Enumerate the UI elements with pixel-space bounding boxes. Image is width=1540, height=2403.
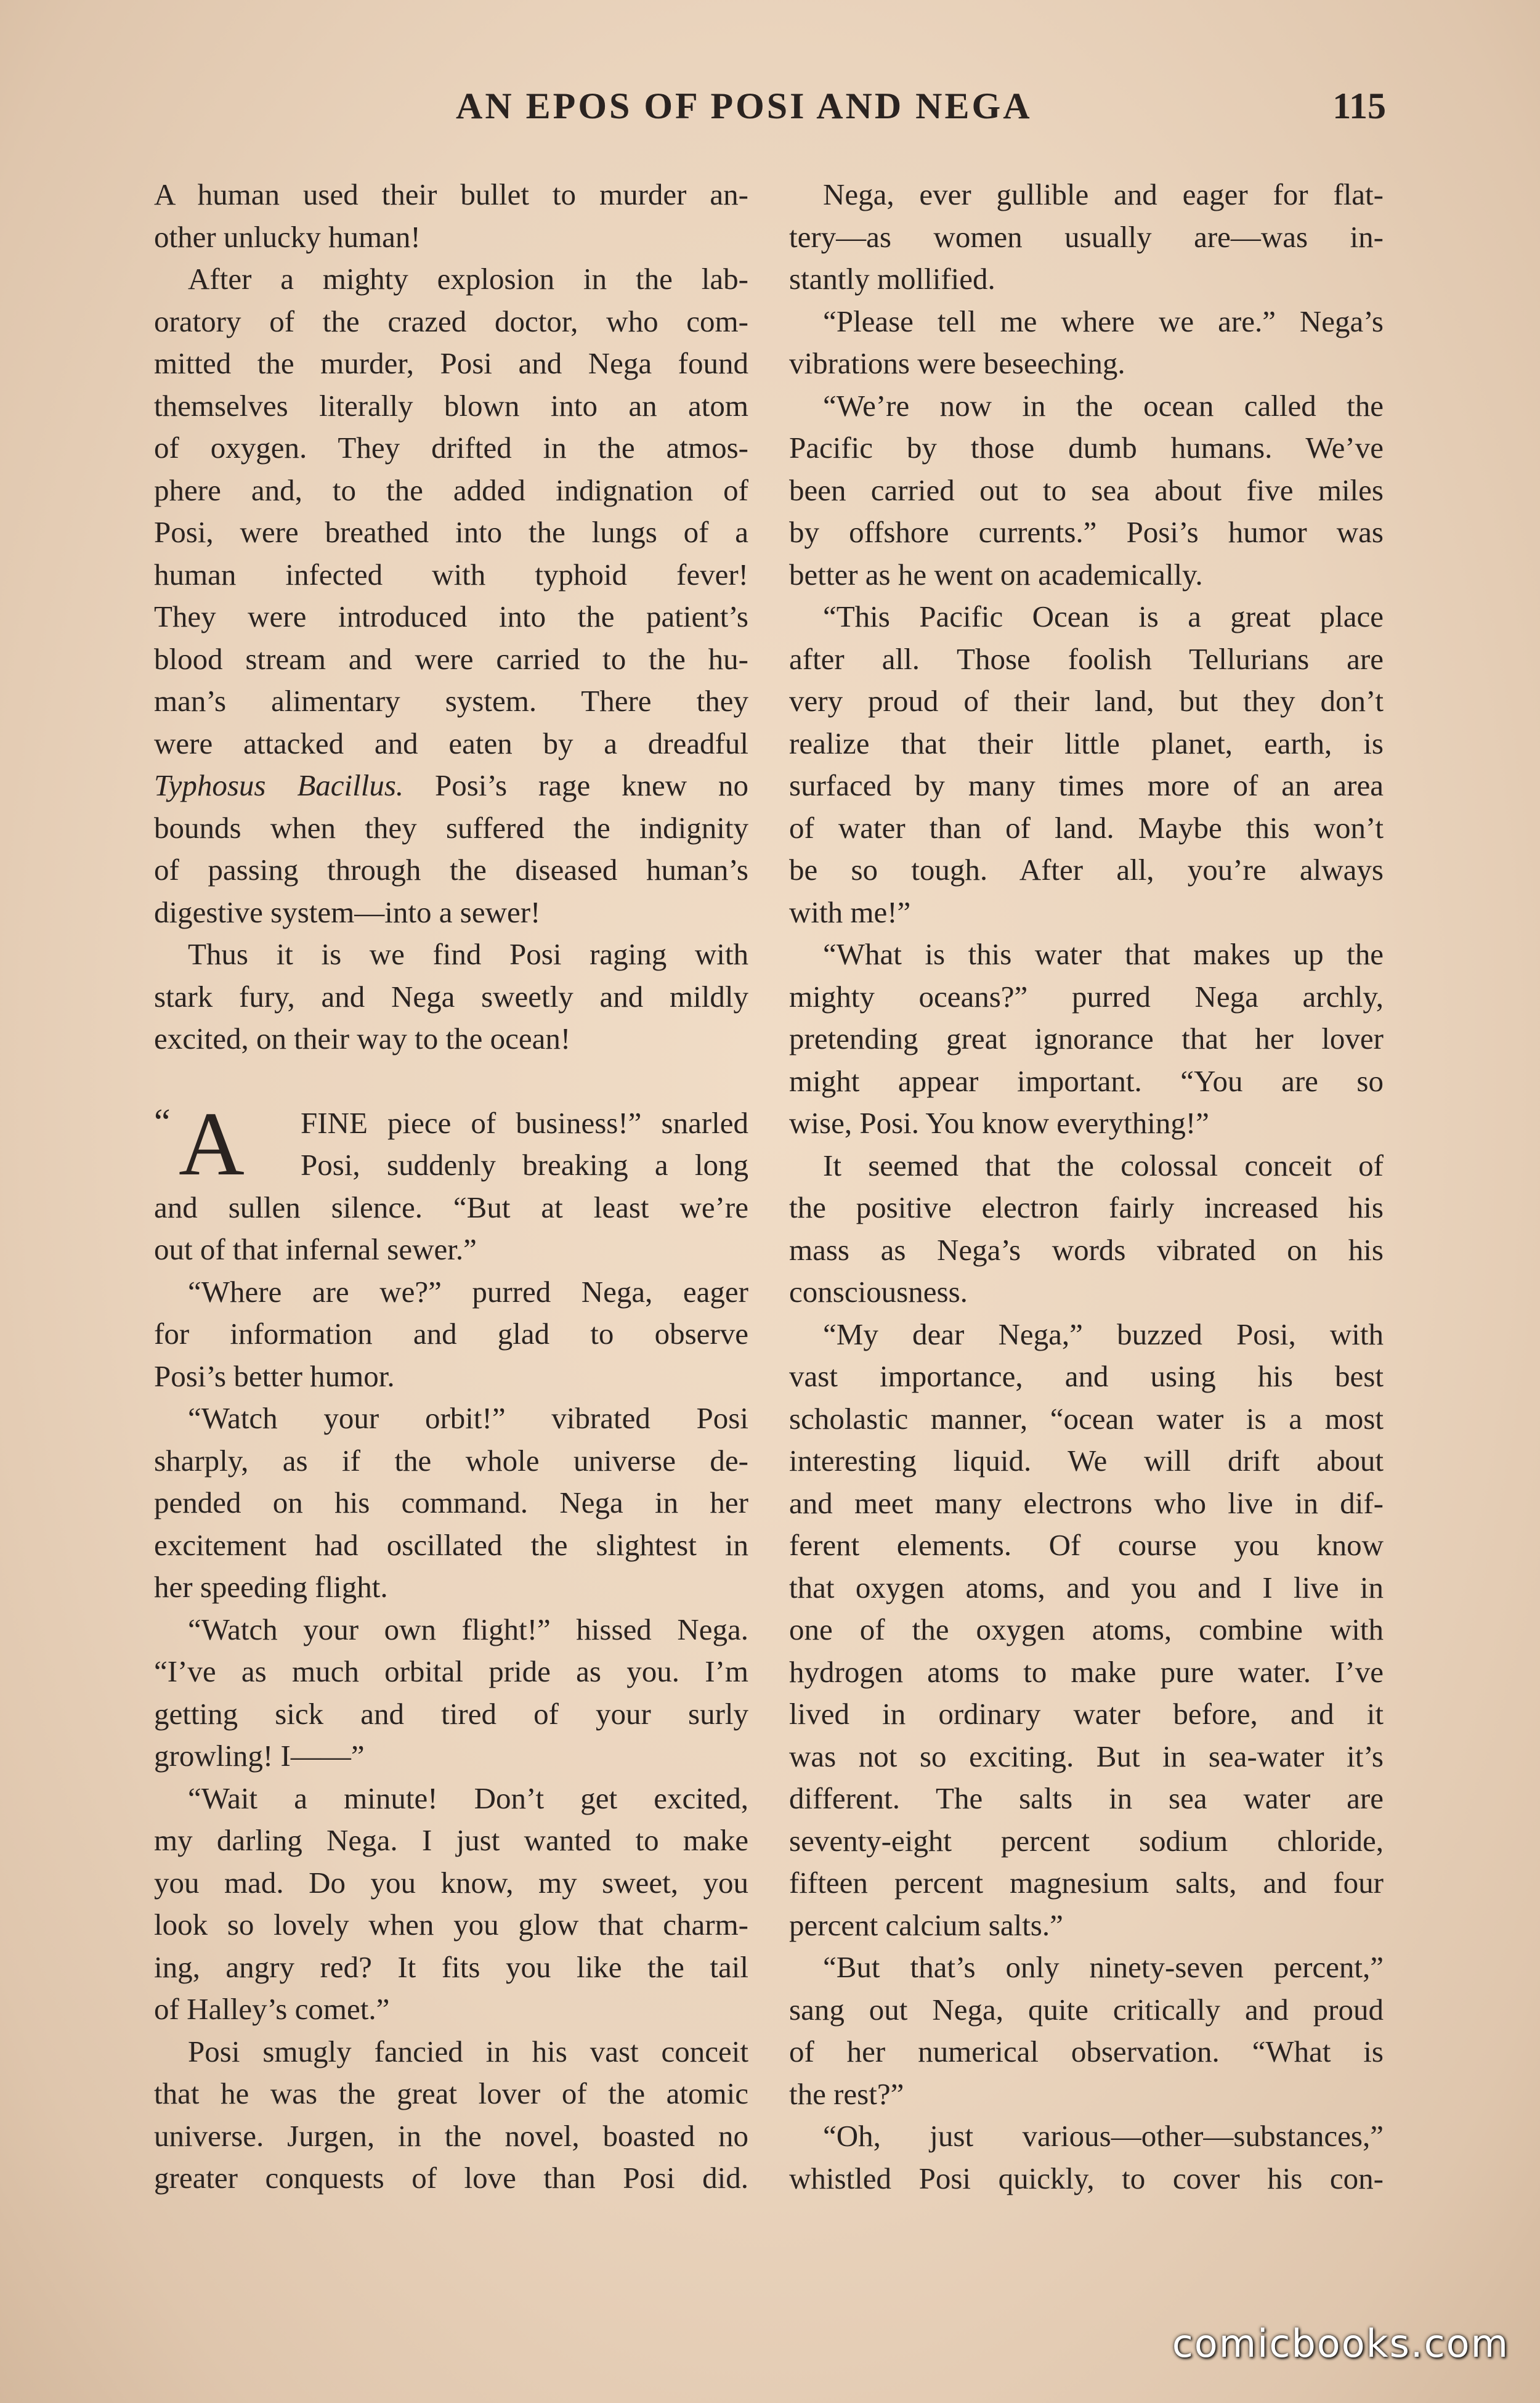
text-line: you mad. Do you know, my sweet, you bbox=[154, 1865, 748, 1900]
text-line: themselves literally blown into an atom bbox=[154, 388, 748, 423]
text-line: and meet many electrons who live in dif- bbox=[789, 1486, 1384, 1520]
text-line: look so lovely when you glow that charm- bbox=[154, 1908, 748, 1942]
text-line: out of that infernal sewer.” bbox=[154, 1232, 477, 1266]
text-line: “Where are we?” purred Nega, eager bbox=[188, 1274, 748, 1309]
text-line: oratory of the crazed doctor, who com- bbox=[154, 304, 748, 338]
text-line: and sullen silence. “But at least we’re bbox=[154, 1190, 748, 1224]
text-line: stantly mollified. bbox=[789, 262, 995, 296]
text-line: universe. Jurgen, in the novel, boasted no bbox=[154, 2118, 748, 2153]
text-line: “Watch your orbit!” vibrated Posi bbox=[188, 1401, 748, 1435]
text-line: Posi’s better humor. bbox=[154, 1359, 395, 1393]
page-header bbox=[154, 85, 1386, 134]
text-line: one of the oxygen atoms, combine with bbox=[789, 1612, 1384, 1646]
text-line: seventy-eight percent sodium chloride, bbox=[789, 1823, 1384, 1858]
text-line: excitement had oscillated the slightest in bbox=[154, 1527, 748, 1562]
text-line: Nega, ever gullible and eager for flat- bbox=[823, 177, 1384, 211]
page-number: 115 bbox=[1332, 86, 1386, 126]
text-line: phere and, to the added indignation of bbox=[154, 473, 748, 507]
text-line: scholastic manner, “ocean water is a most bbox=[789, 1401, 1384, 1436]
drop-cap-open-quote: “ bbox=[154, 1101, 171, 1142]
text-line: bounds when they suffered the indignity bbox=[154, 810, 748, 845]
text-line: “But that’s only ninety-seven percent,” bbox=[823, 1950, 1384, 1984]
text-line: of her numerical observation. “What is bbox=[789, 2035, 1384, 2068]
text-line: were attacked and eaten by a dreadful bbox=[154, 726, 748, 760]
text-line: wise, Posi. You know everything!” bbox=[789, 1106, 1209, 1140]
text-line: Posi, were breathed into the lungs of a bbox=[154, 515, 748, 549]
text-line: mighty oceans?” purred Nega archly, bbox=[789, 979, 1384, 1014]
text-line: “My dear Nega,” buzzed Posi, with bbox=[823, 1317, 1384, 1351]
text-line: fifteen percent magnesium salts, and four bbox=[789, 1866, 1384, 1900]
text-line: realize that their little planet, earth, is bbox=[789, 726, 1384, 760]
text-line: “I’ve as much orbital pride as you. I’m bbox=[154, 1654, 748, 1688]
text-line: Thus it is we find Posi raging with bbox=[188, 937, 748, 971]
text-line: very proud of their land, but they don’t bbox=[789, 684, 1384, 718]
text-line: after all. Those foolish Tellurians are bbox=[789, 641, 1384, 676]
text-line: might appear important. “You are so bbox=[789, 1063, 1384, 1098]
text-line: the positive electron fairly increased his bbox=[789, 1190, 1384, 1224]
text-line: surfaced by many times more of an area bbox=[789, 768, 1384, 802]
text-line: be so tough. After all, you’re always bbox=[789, 853, 1384, 887]
text-line: hydrogen atoms to make pure water. I’ve bbox=[789, 1654, 1384, 1689]
text-line: other unlucky human! bbox=[154, 219, 421, 254]
text-line: pended on his command. Nega in her bbox=[154, 1486, 748, 1519]
text-line: of passing through the diseased human’s bbox=[154, 853, 748, 887]
text-line: interesting liquid. We will drift about bbox=[789, 1444, 1384, 1478]
text-line: “This Pacific Ocean is a great place bbox=[823, 600, 1384, 633]
text-line: A human used their bullet to murder an- bbox=[154, 177, 748, 211]
running-title: AN EPOS OF POSI AND NEGA bbox=[456, 86, 1032, 126]
text-line: better as he went on academically. bbox=[789, 557, 1203, 592]
text-line: “Oh, just various—other—substances,” bbox=[823, 2119, 1384, 2153]
text-line: was not so exciting. But in sea-water it’s bbox=[789, 1739, 1384, 1773]
text-line: “What is this water that makes up the bbox=[823, 937, 1384, 971]
text-line: “Please tell me where we are.” Nega’s bbox=[823, 304, 1384, 338]
left-column-bottom-block bbox=[154, 1187, 748, 2200]
text-line: pretending great ignorance that her lover bbox=[789, 1022, 1384, 1055]
text-line: of oxygen. They drifted in the atmos- bbox=[154, 431, 748, 465]
text-line: by offshore currents.” Posi’s humor was bbox=[789, 515, 1384, 549]
text-line: the rest?” bbox=[789, 2076, 904, 2111]
text-line: of Halley’s comet.” bbox=[154, 1992, 390, 2026]
text-line: that oxygen atoms, and you and I live in bbox=[789, 1570, 1384, 1604]
text-line: ferent elements. Of course you know bbox=[789, 1528, 1384, 1562]
text-line: for information and glad to observe bbox=[154, 1317, 748, 1351]
left-text-column bbox=[154, 174, 748, 2200]
text-line: vibrations were beseeching. bbox=[789, 346, 1125, 380]
text-line: mitted the murder, Posi and Nega found bbox=[154, 346, 748, 380]
text-line: Pacific by those dumb humans. We’ve bbox=[789, 431, 1384, 465]
text-line: of water than of land. Maybe this won’t bbox=[789, 810, 1384, 845]
text-line: percent calcium salts.” bbox=[789, 1908, 1063, 1942]
drop-cap-line-1: FINE piece of business!” snarled bbox=[301, 1105, 748, 1140]
text-line: man’s alimentary system. There they bbox=[154, 684, 748, 718]
text-line: blood stream and were carried to the hu- bbox=[154, 641, 748, 676]
text-line: It seemed that the colossal conceit of bbox=[823, 1148, 1384, 1182]
text-line: her speeding flight. bbox=[154, 1570, 388, 1604]
text-line: getting sick and tired of your surly bbox=[154, 1696, 748, 1731]
text-line: mass as Nega’s words vibrated on his bbox=[789, 1232, 1384, 1267]
text-line: tery—as women usually are—was in- bbox=[789, 219, 1384, 254]
text-line: consciousness. bbox=[789, 1275, 968, 1309]
text-line: sharply, as if the whole universe de- bbox=[154, 1443, 748, 1478]
text-line: whistled Posi quickly, to cover his con- bbox=[789, 2161, 1384, 2195]
right-text-column bbox=[789, 174, 1384, 2200]
drop-cap-line-2: Posi, suddenly breaking a long bbox=[301, 1148, 748, 1182]
text-line: greater conquests of love than Posi did. bbox=[154, 2161, 748, 2195]
text-line: “Watch your own flight!” hissed Nega. bbox=[188, 1612, 748, 1646]
text-span: Posi’s rage knew no bbox=[403, 768, 748, 802]
site-watermark: comicbooks.com bbox=[1172, 2321, 1509, 2366]
italic-text: Typhosus Bacillus. bbox=[154, 768, 404, 802]
text-line: lived in ordinary water before, and it bbox=[789, 1697, 1384, 1731]
text-line: “We’re now in the ocean called the bbox=[823, 388, 1384, 423]
text-line: that he was the great lover of the atomic bbox=[154, 2076, 748, 2110]
text-line bbox=[154, 765, 748, 807]
text-line: sang out Nega, quite critically and proud bbox=[789, 1992, 1384, 2027]
text-line: different. The salts in sea water are bbox=[789, 1781, 1384, 1815]
text-line: stark fury, and Nega sweetly and mildly bbox=[154, 979, 748, 1014]
text-line: been carried out to sea about five miles bbox=[789, 473, 1384, 507]
text-line: excited, on their way to the ocean! bbox=[154, 1022, 571, 1055]
text-line: After a mighty explosion in the lab- bbox=[188, 262, 748, 296]
text-line: Posi smugly fancied in his vast conceit bbox=[188, 2034, 748, 2068]
left-column-top-block bbox=[154, 174, 748, 1060]
text-line: human infected with typhoid fever! bbox=[154, 557, 748, 592]
text-line: digestive system—into a sewer! bbox=[154, 895, 541, 929]
drop-cap-letter: A bbox=[179, 1093, 245, 1195]
text-line: vast importance, and using his best bbox=[789, 1359, 1384, 1393]
text-line: growling! I——” bbox=[154, 1739, 365, 1773]
text-line: ing, angry red? It fits you like the tail bbox=[154, 1950, 748, 1984]
text-line: with me!” bbox=[789, 895, 911, 929]
text-line: They were introduced into the patient’s bbox=[154, 600, 748, 633]
drop-cap-paragraph bbox=[154, 1093, 748, 1195]
text-line: my darling Nega. I just wanted to make bbox=[154, 1823, 748, 1857]
text-line: “Wait a minute! Don’t get excited, bbox=[188, 1781, 748, 1815]
